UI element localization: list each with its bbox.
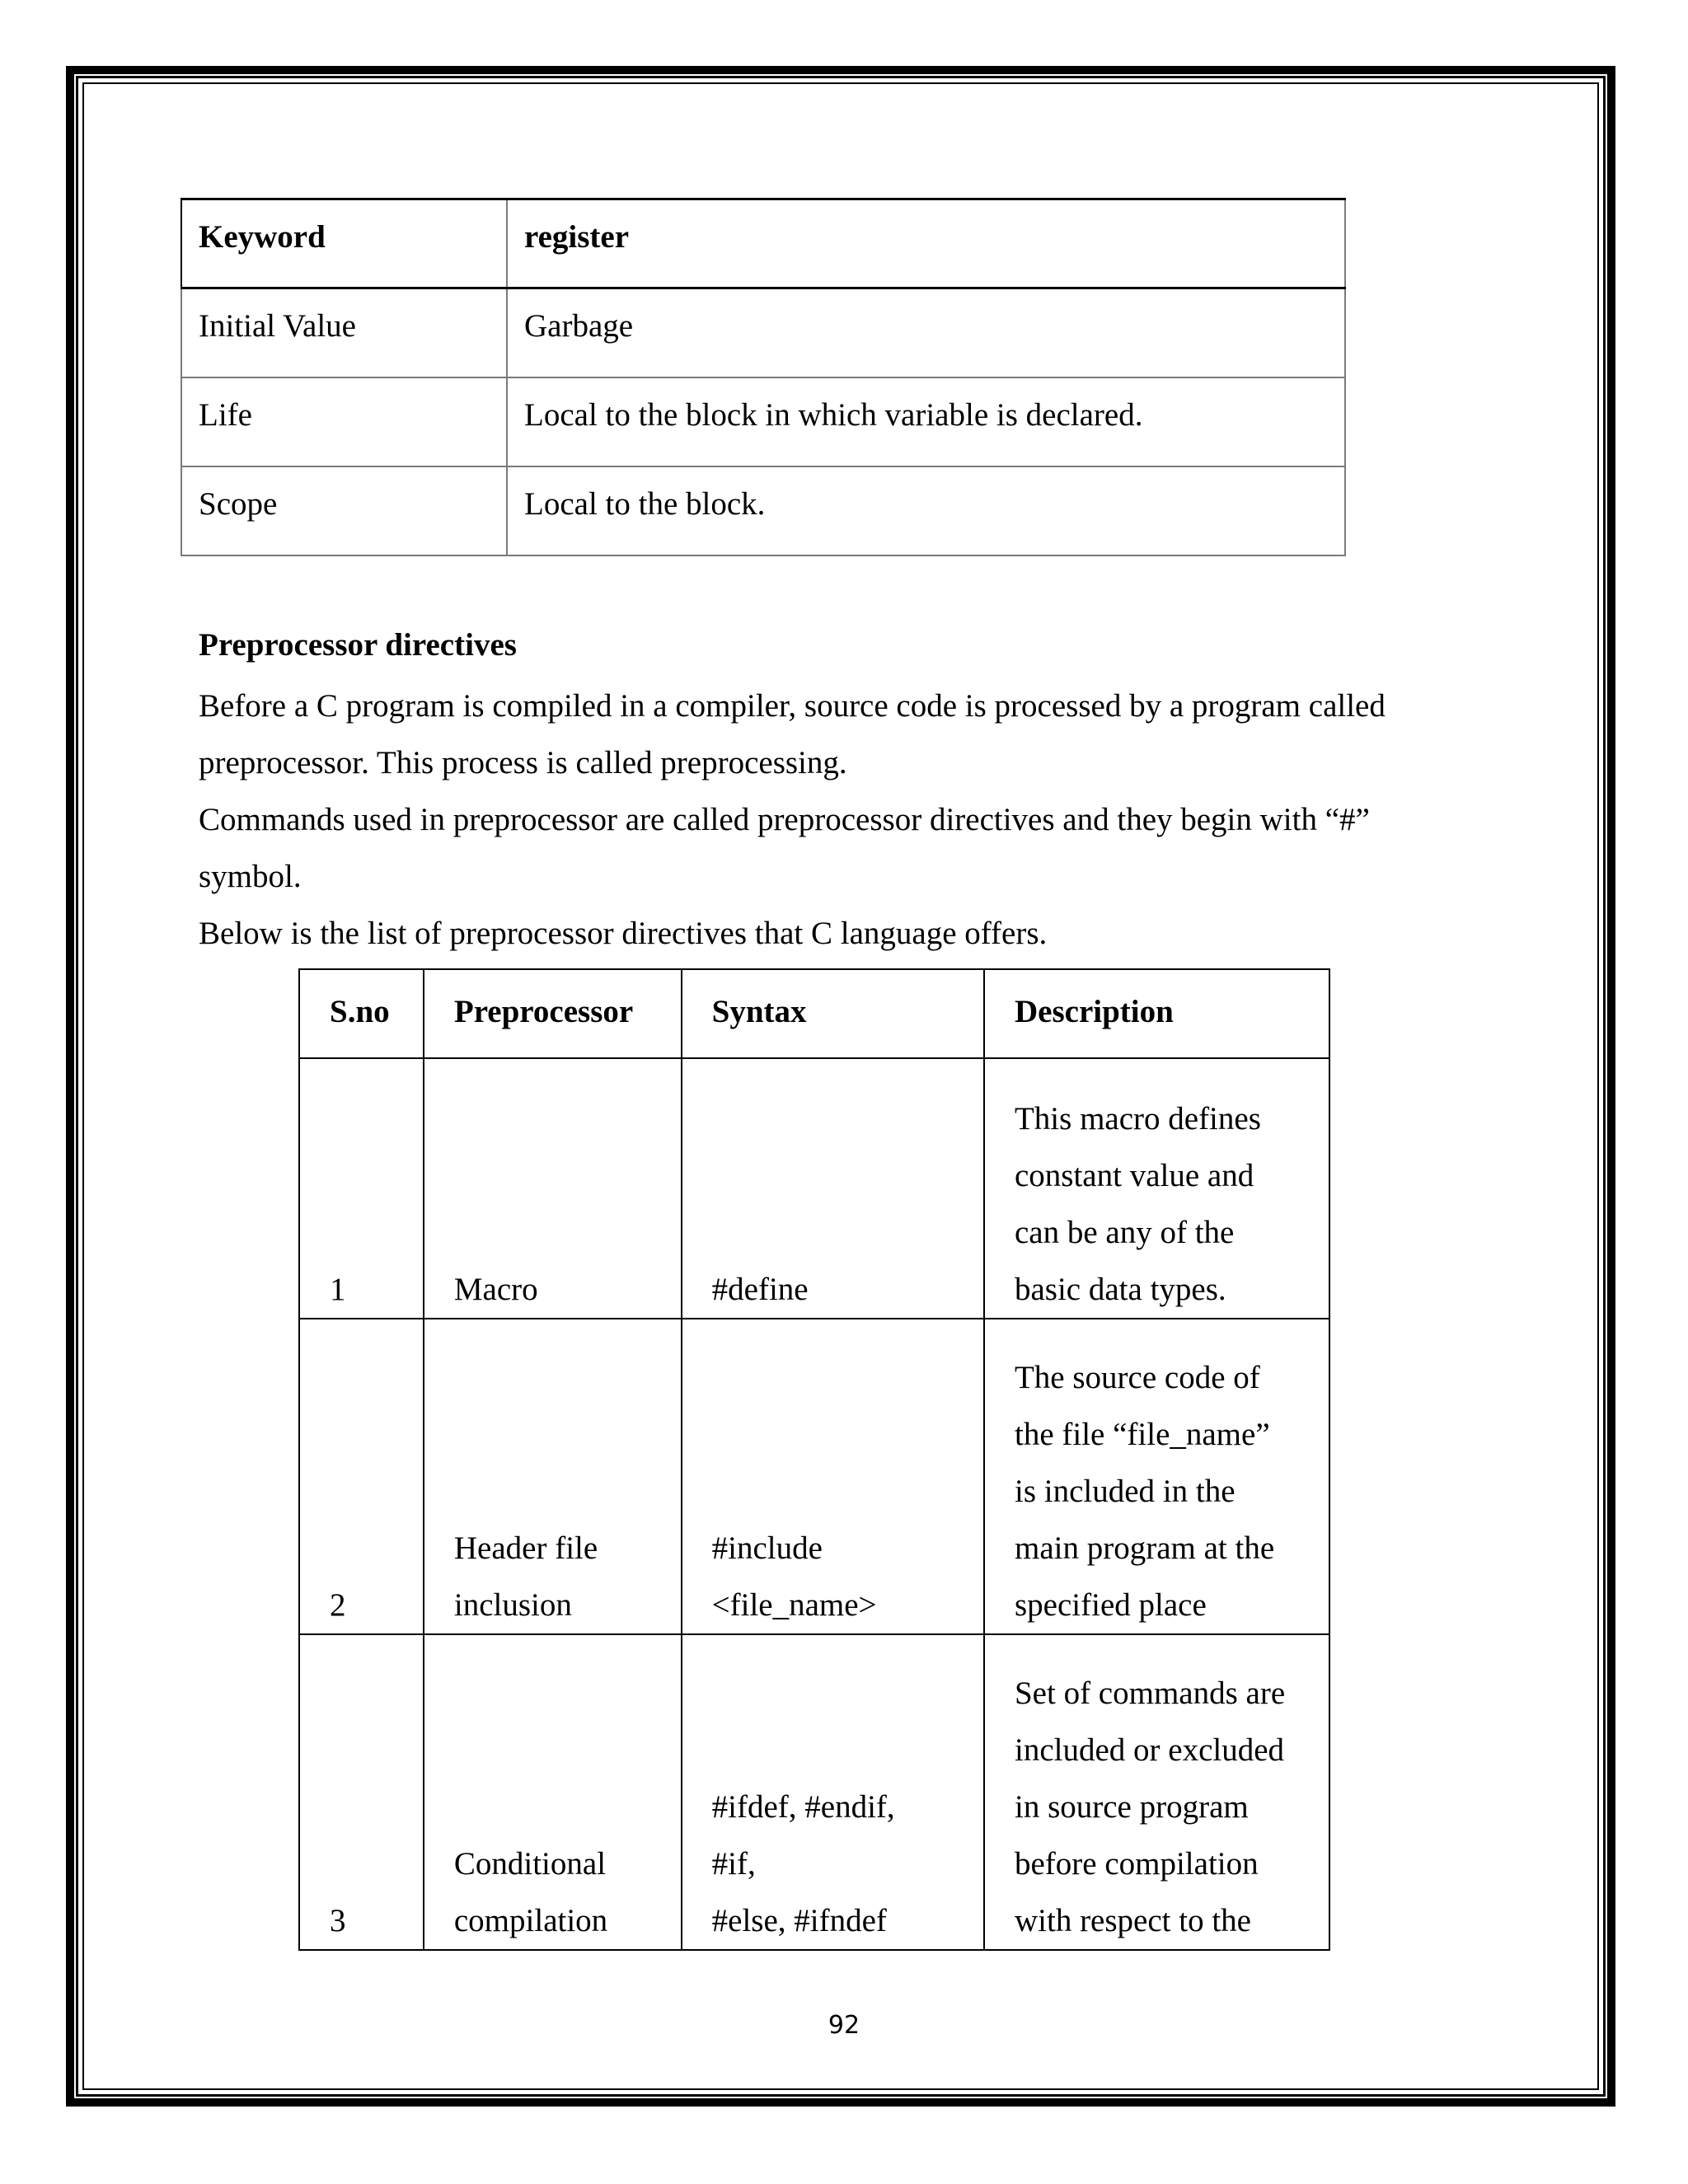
table-header-row [299, 969, 1329, 1058]
table-cell [682, 1319, 984, 1634]
paragraph-line: Before a C program is compiled in a compiler, source code is processed by a program called [199, 688, 1386, 724]
table-cell [299, 1319, 424, 1634]
table-row [181, 377, 1345, 466]
keyword-table [181, 198, 1346, 556]
table-row [299, 1058, 1329, 1319]
column-header: Syntax [682, 969, 984, 1058]
cell-text: Macro [453, 1272, 538, 1307]
directives-table [298, 968, 1330, 1951]
table-cell [984, 1634, 1329, 1950]
cell-text: #ifdef, #endif, #if, #else, #ifndef [711, 1789, 895, 1938]
cell-text: The source code of the file “file_name” is included in the main program at the specified place [1014, 1360, 1275, 1623]
column-header: S.no [299, 969, 424, 1058]
table-cell: Local to the block. [507, 466, 1345, 555]
table-cell [682, 1634, 984, 1950]
table-cell: Local to the block in which variable is declared. [507, 377, 1345, 466]
column-header: Preprocessor [424, 969, 682, 1058]
table-cell [682, 1058, 984, 1319]
cell-text: Set of commands are included or excluded in source program before compilation with respect to the [1014, 1675, 1286, 1938]
table-row [181, 199, 1345, 288]
cell-text: Header file inclusion [453, 1530, 598, 1623]
table-cell [299, 1058, 424, 1319]
cell-text: 2 [330, 1587, 346, 1623]
table-cell: register [507, 199, 1345, 288]
table-cell [984, 1319, 1329, 1634]
table-cell [424, 1634, 682, 1950]
table-row [299, 1319, 1329, 1634]
table-row [299, 1634, 1329, 1950]
table-cell [984, 1058, 1329, 1319]
table-cell: Scope [181, 466, 507, 555]
table-cell: Keyword [181, 199, 507, 288]
table-cell [299, 1634, 424, 1950]
paragraph-line: symbol. [199, 859, 302, 894]
paragraph-line: Commands used in preprocessor are called preprocessor directives and they begin with “#” [199, 802, 1370, 837]
paragraph-line: preprocessor. This process is called preprocessing. [199, 745, 847, 780]
cell-text: #define [711, 1272, 809, 1307]
cell-text: 3 [330, 1903, 346, 1938]
table-row [181, 288, 1345, 377]
table-cell [424, 1319, 682, 1634]
table-cell: Life [181, 377, 507, 466]
cell-text: This macro defines constant value and can be any of the basic data types. [1014, 1101, 1261, 1307]
cell-text: Conditional compilation [453, 1846, 608, 1938]
cell-text: 1 [330, 1272, 346, 1307]
table-cell: Garbage [507, 288, 1345, 377]
paragraph-line: Below is the list of preprocessor directives that C language offers. [199, 916, 1048, 951]
page-number: 92 [828, 2011, 860, 2040]
table-cell [424, 1058, 682, 1319]
table-cell: Initial Value [181, 288, 507, 377]
table-row [181, 466, 1345, 555]
cell-text: #include <file_name> [711, 1530, 877, 1623]
column-header: Description [984, 969, 1329, 1058]
section-heading: Preprocessor directives [199, 627, 517, 663]
